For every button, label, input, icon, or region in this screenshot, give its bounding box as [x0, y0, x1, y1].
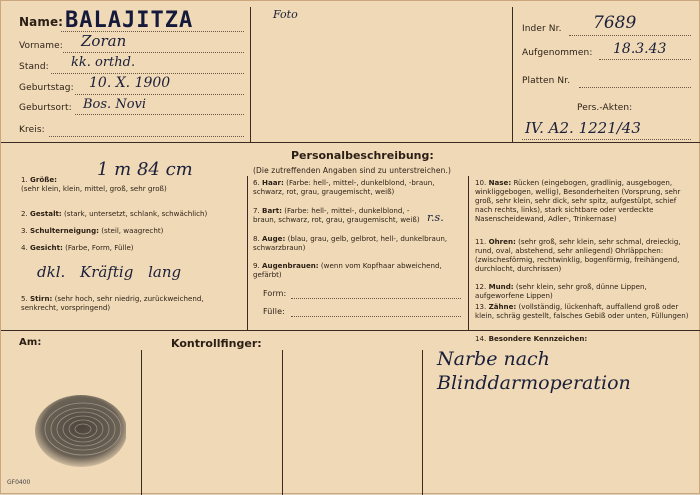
- geburtsort-dotline: [75, 114, 244, 115]
- field-schulter: [21, 226, 243, 235]
- besondere-num: 14.: [475, 334, 487, 343]
- groesse-text: (sehr klein, klein, mittel, groß, sehr groß): [21, 184, 167, 194]
- divider-top-left: [250, 7, 251, 142]
- field-haar: [253, 178, 463, 196]
- divider-finger-3: [422, 350, 423, 495]
- stand-value: kk. orthd.: [71, 55, 136, 70]
- bart-num: 7.: [253, 206, 260, 215]
- gesicht-num: 4.: [21, 243, 28, 252]
- stand-dotline: [51, 73, 244, 74]
- mund-text: (sehr klein, sehr groß, dünne Lippen, aufgeworfene Lippen): [475, 282, 647, 301]
- schulter-label: Schulterneigung:: [30, 226, 99, 235]
- fuelle-label: Fülle:: [263, 307, 285, 316]
- geburtsort-label: Geburtsort:: [19, 103, 72, 113]
- divider-mid-right: [468, 176, 469, 330]
- divider-header: [1, 142, 700, 143]
- field-bart: [253, 206, 423, 224]
- gesicht-hand: dkl. Kräftig lang: [37, 263, 182, 281]
- geburtstag-value: 10. X. 1900: [89, 75, 171, 91]
- auge-text: (blau, grau, gelb, gelbrot, hell-, dunkelbraun, schwarzbraun): [253, 234, 448, 253]
- ohren-text: (sehr groß, sehr klein, sehr schmal, dreieckig, rund, oval, abstehend, sehr anliegend) Ohrläppchen: (zwischesförmig, rechtwinklig, bogenförmig, freihängend, durchlocht, durchrissen): [475, 237, 681, 274]
- field-besondere: [475, 334, 693, 343]
- bart-text: (Farbe: hell-, mittel-, dunkelblond, -braun, schwarz, rot, grau, graugemischt, weiß): [253, 206, 420, 225]
- haar-label: Haar:: [262, 178, 284, 187]
- haar-num: 6.: [253, 178, 260, 187]
- geburtstag-label: Geburtstag:: [19, 83, 74, 93]
- index-label: Inder Nr.: [522, 24, 562, 34]
- gestalt-text: (stark, untersetzt, schlank, schwächlich): [64, 209, 208, 218]
- geburtsort-value: Bos. Novi: [83, 97, 147, 112]
- personal-title: Personalbeschreibung:: [291, 149, 434, 162]
- stirn-label: Stirn:: [30, 294, 53, 303]
- platten-label: Platten Nr.: [522, 76, 571, 86]
- augenbrauen-label: Augenbrauen:: [262, 261, 319, 270]
- field-augenbrauen: [253, 261, 463, 279]
- gestalt-label: Gestalt:: [30, 209, 62, 218]
- gesicht-text: (Farbe, Form, Fülle): [65, 243, 134, 252]
- vorname-value: Zoran: [81, 32, 127, 50]
- groesse-hand: 1 m 84 cm: [97, 159, 193, 180]
- field-ohren: [475, 237, 693, 273]
- ohren-num: 11.: [475, 237, 487, 246]
- name-value: BALAJITZA: [65, 8, 194, 33]
- gesicht-label: Gesicht:: [30, 243, 63, 252]
- mund-num: 12.: [475, 282, 487, 291]
- vorname-dotline: [63, 52, 244, 53]
- field-mund: [475, 282, 693, 300]
- groesse-num: 1.: [21, 175, 28, 184]
- pers-akten-dotline: [522, 139, 691, 140]
- mund-label: Mund:: [488, 282, 514, 291]
- foto-label: Foto: [273, 8, 298, 21]
- personal-subtitle: (Die zutreffenden Angaben sind zu unterstreichen.): [253, 166, 451, 175]
- zaehne-num: 13.: [475, 302, 487, 311]
- aufgenommen-value: 18.3.43: [613, 41, 667, 57]
- field-auge: [253, 234, 463, 252]
- kreis-label: Kreis:: [19, 125, 45, 135]
- augenbrauen-num: 9.: [253, 261, 260, 270]
- schulter-num: 3.: [21, 226, 28, 235]
- index-value: 7689: [593, 13, 637, 33]
- bart-label: Bart:: [262, 206, 282, 215]
- kontrollfinger-label: Kontrollfinger:: [171, 337, 262, 350]
- aufgenommen-label: Aufgenommen:: [522, 48, 593, 58]
- corner-code: GF0400: [7, 479, 31, 486]
- form-label: Form:: [263, 289, 287, 298]
- divider-lower: [1, 330, 700, 331]
- nase-label: Nase:: [488, 178, 512, 187]
- besondere-label: Besondere Kennzeichen:: [488, 334, 588, 343]
- name-label: Name:: [19, 15, 64, 29]
- pers-akten-value: IV. A2. 1221/43: [525, 119, 641, 137]
- haar-text: (Farbe: hell-, mittel-, dunkelblond, -braun, schwarz, rot, grau, graugemischt, weiß): [253, 178, 435, 197]
- auge-label: Auge:: [262, 234, 286, 243]
- pers-akten-label: Pers.-Akten:: [577, 103, 633, 113]
- am-label: Am:: [19, 337, 42, 348]
- field-nase: [475, 178, 693, 223]
- divider-finger-2: [282, 350, 283, 495]
- geburtstag-dotline: [75, 94, 244, 95]
- nase-text: Rücken (eingebogen, gradlinig, ausgebogen, winkliggebogen, wellig), Besonderheiten (Vorsprung, sehr groß, sehr klein, sehr dick, sehr spitz, aufgestülpt, schief nach rechts, links), stark sichtbare oder verdeckte Nasenscheidewand, Adler-, Trinkernase): [475, 178, 681, 224]
- index-dotline: [569, 35, 691, 36]
- fuelle-dotline: [291, 316, 461, 317]
- field-stirn: [21, 294, 243, 312]
- field-zaehne: [475, 302, 693, 320]
- divider-mid-left: [247, 176, 248, 330]
- zaehne-label: Zähne:: [488, 302, 517, 311]
- schulter-text: (steil, waagrecht): [101, 226, 164, 235]
- field-gestalt: [21, 209, 243, 218]
- field-gesicht: [21, 243, 243, 252]
- augenbrauen-text: (wenn vom Kopfhaar abweichend, gefärbt): [253, 261, 442, 280]
- zaehne-text: (vollständig, lückenhaft, auffallend groß oder klein, schräg gestellt, falsches Gebiß oder unten, Füllungen): [475, 302, 689, 321]
- platten-dotline: [579, 87, 691, 88]
- kreis-dotline: [49, 136, 244, 137]
- auge-num: 8.: [253, 234, 260, 243]
- stirn-text: (sehr hoch, sehr niedrig, zurückweichend, senkrecht, vorspringend): [21, 294, 204, 313]
- gestalt-num: 2.: [21, 209, 28, 218]
- form-dotline: [291, 298, 461, 299]
- groesse-label: Größe:: [30, 175, 57, 184]
- stand-label: Stand:: [19, 62, 49, 72]
- vorname-label: Vorname:: [19, 41, 63, 51]
- besondere-kennzeichen-hand: Narbe nach Blinddarmoperation: [437, 348, 631, 394]
- aufgenommen-dotline: [599, 59, 691, 60]
- fingerprint-icon: [31, 391, 126, 469]
- nase-num: 10.: [475, 178, 487, 187]
- divider-top-right: [512, 7, 513, 142]
- divider-finger-1: [141, 350, 142, 495]
- bart-hand: r.s.: [427, 211, 444, 224]
- stirn-num: 5.: [21, 294, 28, 303]
- ohren-label: Ohren:: [488, 237, 516, 246]
